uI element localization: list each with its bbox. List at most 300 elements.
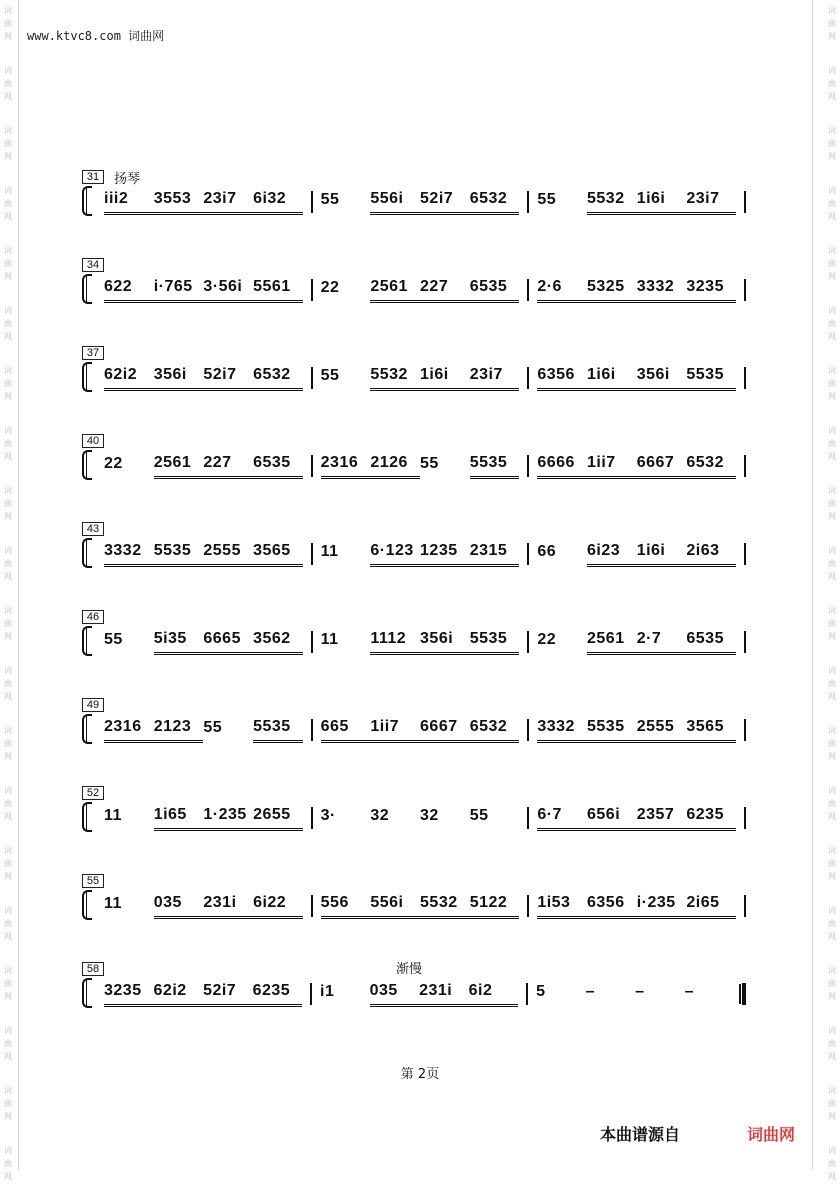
watermark-char: 曲 — [4, 319, 12, 328]
system-bracket — [82, 890, 92, 920]
watermark-char: 曲 — [4, 379, 12, 388]
note-beat: – — [684, 983, 695, 1000]
watermark-char: 网 — [828, 752, 836, 761]
barline — [311, 719, 313, 741]
watermark-unit — [826, 600, 838, 660]
watermark-char: 词 — [828, 306, 836, 315]
note-beat: 2561 — [370, 278, 420, 303]
watermark-unit — [826, 120, 838, 180]
note-beat: 11 — [320, 631, 339, 648]
note-beat: 2316 — [321, 454, 371, 479]
note-beat: 1ii7 — [587, 454, 637, 479]
watermark-char: 曲 — [4, 859, 12, 868]
note-beat: 1i6i — [637, 542, 687, 567]
barline — [526, 983, 528, 1005]
note-beat: 2·7 — [637, 630, 687, 655]
watermark-char: 网 — [828, 152, 836, 161]
note-beat: 3565 — [253, 542, 303, 567]
watermark-char: 曲 — [4, 139, 12, 148]
final-barline — [742, 983, 746, 1005]
watermark-char: 网 — [4, 1112, 12, 1121]
note-beat: 035 — [370, 982, 420, 1007]
note-beat: 6666 — [537, 454, 587, 479]
watermark-unit — [2, 1140, 14, 1200]
watermark-char: 曲 — [828, 19, 836, 28]
note-beat: 1ii7 — [370, 718, 420, 743]
watermark-char: 网 — [4, 272, 12, 281]
note-beat: 2561 — [154, 454, 204, 479]
watermark-char: 网 — [4, 32, 12, 41]
watermark-unit — [2, 240, 14, 300]
watermark-char: 曲 — [828, 559, 836, 568]
watermark-char: 网 — [828, 572, 836, 581]
watermark-char: 曲 — [828, 259, 836, 268]
barline — [744, 455, 746, 477]
watermark-char: 词 — [4, 6, 12, 15]
watermark-char: 词 — [828, 666, 836, 675]
barline — [311, 279, 313, 301]
watermark-char: 词 — [4, 1086, 12, 1095]
watermark-char: 曲 — [828, 1039, 836, 1048]
notes-row — [104, 716, 754, 744]
note-beat: 231i — [419, 982, 469, 1007]
watermark-char: 曲 — [4, 1159, 12, 1168]
watermark-char: 曲 — [4, 739, 12, 748]
watermark-char: 网 — [4, 872, 12, 881]
note-beat: 23i7 — [686, 190, 736, 215]
watermark-char: 词 — [828, 366, 836, 375]
barline — [527, 455, 529, 477]
watermark-char: 曲 — [4, 559, 12, 568]
watermark-char: 词 — [828, 126, 836, 135]
watermark-char: 词 — [4, 306, 12, 315]
watermark-unit — [826, 240, 838, 300]
watermark-char: 网 — [828, 872, 836, 881]
watermark-char: 词 — [828, 546, 836, 555]
watermark-char: 曲 — [828, 619, 836, 628]
watermark-char: 网 — [4, 332, 12, 341]
instrument-label: 扬琴 — [114, 172, 141, 187]
note-beat: i1 — [320, 983, 335, 1000]
notes-row — [104, 804, 754, 832]
source-label: 本曲谱源自 — [600, 1125, 681, 1144]
note-beat: 556 — [321, 894, 371, 919]
barline — [527, 279, 529, 301]
watermark-char: 网 — [4, 452, 12, 461]
note-beat: 5535 — [686, 366, 736, 391]
watermark-unit — [826, 300, 838, 360]
watermark-char: 曲 — [4, 439, 12, 448]
barline — [311, 807, 313, 829]
barline — [527, 543, 529, 565]
tempo-mark: 渐慢 — [396, 962, 423, 977]
note-beat: 1112 — [370, 630, 420, 655]
watermark-char: 词 — [4, 1026, 12, 1035]
watermark-char: 词 — [4, 786, 12, 795]
note-beat: 6356 — [587, 894, 637, 919]
watermark-char: 曲 — [828, 799, 836, 808]
watermark-char: 词 — [4, 66, 12, 75]
note-beat: 3332 — [104, 542, 154, 567]
watermark-char: 曲 — [4, 679, 12, 688]
note-beat: 035 — [154, 894, 204, 919]
note-beat: 6i2 — [469, 982, 519, 1007]
watermark-char: 网 — [828, 32, 836, 41]
measure-number: 55 — [82, 874, 104, 888]
note-beat: 55 — [420, 455, 439, 472]
note-beat: 231i — [203, 894, 253, 919]
note-beat: 6532 — [253, 366, 303, 391]
measure-number: 40 — [82, 434, 104, 448]
watermark-char: 网 — [4, 932, 12, 941]
note-beat: 2655 — [253, 806, 303, 831]
watermark-char: 曲 — [828, 859, 836, 868]
note-beat: i·235 — [637, 894, 687, 919]
note-beat: 52i7 — [203, 982, 253, 1007]
watermark-unit — [2, 60, 14, 120]
system-bracket — [82, 802, 92, 832]
watermark-char: 网 — [828, 332, 836, 341]
score-system — [82, 874, 757, 924]
note-beat: 356i — [637, 366, 687, 391]
note-beat: 665 — [321, 718, 371, 743]
measure-number: 34 — [82, 258, 104, 272]
watermark-char: 词 — [828, 66, 836, 75]
notes-row — [104, 452, 754, 480]
note-beat: 622 — [104, 278, 154, 303]
note-beat: 1i6i — [587, 366, 637, 391]
watermark-unit — [2, 360, 14, 420]
watermark-char: 词 — [828, 246, 836, 255]
page-number: 第 2页 — [400, 1067, 440, 1082]
measure-number: 58 — [82, 962, 104, 976]
note-beat: 5535 — [470, 454, 520, 479]
watermark-char: 网 — [4, 812, 12, 821]
watermark-char: 词 — [4, 966, 12, 975]
note-beat: 5532 — [587, 190, 637, 215]
watermark-unit — [826, 660, 838, 720]
score-system — [82, 170, 757, 220]
watermark-char: 词 — [4, 846, 12, 855]
note-beat: 6·7 — [537, 806, 587, 831]
system-bracket — [82, 362, 92, 392]
note-beat: 55 — [469, 807, 489, 824]
barline — [527, 895, 529, 917]
note-beat: 6535 — [253, 454, 303, 479]
note-beat: 22 — [537, 631, 557, 648]
watermark-char: 词 — [828, 1086, 836, 1095]
notes-row — [104, 364, 754, 392]
note-beat: 11 — [104, 807, 122, 824]
watermark-char: 网 — [828, 1052, 836, 1061]
watermark-char: 网 — [828, 812, 836, 821]
watermark-char: 曲 — [4, 799, 12, 808]
score-system — [82, 258, 757, 308]
note-beat: 6532 — [686, 454, 736, 479]
watermark-char: 曲 — [828, 319, 836, 328]
watermark-char: 网 — [828, 692, 836, 701]
note-beat: 356i — [420, 630, 470, 655]
note-beat: 1i6i — [637, 190, 687, 215]
note-beat: 1i6i — [420, 366, 470, 391]
watermark-char: 曲 — [828, 1099, 836, 1108]
watermark-unit — [826, 60, 838, 120]
note-beat: 62i2 — [104, 366, 154, 391]
watermark-unit — [826, 360, 838, 420]
watermark-char: 网 — [4, 632, 12, 641]
note-beat: 1i65 — [154, 806, 204, 831]
watermark-char: 网 — [828, 392, 836, 401]
note-beat: 5535 — [587, 718, 637, 743]
watermark-char: 词 — [828, 846, 836, 855]
note-beat: 66 — [537, 543, 557, 560]
note-beat: 22 — [320, 279, 340, 296]
note-beat: 3565 — [686, 718, 736, 743]
watermark-char: 词 — [4, 546, 12, 555]
measure-number: 52 — [82, 786, 104, 800]
system-bracket — [82, 450, 92, 480]
measure-number: 49 — [82, 698, 104, 712]
watermark-char: 词 — [828, 426, 836, 435]
watermark-char: 曲 — [828, 439, 836, 448]
watermark-char: 网 — [828, 92, 836, 101]
note-beat: 3·56i — [203, 278, 253, 303]
watermark-char: 词 — [4, 246, 12, 255]
note-beat: 5 — [536, 983, 546, 1000]
system-bracket — [82, 626, 92, 656]
watermark-char: 网 — [4, 1052, 12, 1061]
note-beat: 32 — [420, 807, 439, 824]
watermark-unit — [826, 180, 838, 240]
note-beat: 52i7 — [420, 190, 470, 215]
watermark-char: 词 — [828, 606, 836, 615]
note-beat: 3332 — [637, 278, 687, 303]
note-beat: 55 — [537, 191, 557, 208]
watermark-char: 词 — [4, 186, 12, 195]
note-beat: 55 — [203, 719, 223, 736]
note-beat: 5532 — [420, 894, 470, 919]
note-beat: 2i63 — [686, 542, 736, 567]
watermark-char: 网 — [828, 512, 836, 521]
watermark-char: 词 — [4, 426, 12, 435]
measure-number: 31 — [82, 170, 104, 184]
watermark-char: 曲 — [4, 1039, 12, 1048]
watermark-char: 曲 — [828, 379, 836, 388]
watermark-char: 网 — [828, 992, 836, 1001]
watermark-unit — [826, 0, 838, 60]
watermark-char: 网 — [4, 212, 12, 221]
barline — [527, 631, 529, 653]
notes-row — [104, 188, 754, 216]
score-system — [82, 434, 757, 484]
watermark-char: 词 — [4, 606, 12, 615]
note-beat: 6235 — [253, 982, 303, 1007]
score-system — [82, 346, 757, 396]
note-beat: 5535 — [470, 630, 520, 655]
barline — [744, 807, 746, 829]
watermark-char: 词 — [4, 126, 12, 135]
notes-row — [104, 892, 754, 920]
measure-number: 37 — [82, 346, 104, 360]
measure-number: 46 — [82, 610, 104, 624]
watermark-unit — [826, 420, 838, 480]
system-bracket — [82, 186, 92, 216]
note-beat: 32 — [370, 807, 390, 824]
notes-row — [104, 276, 754, 304]
score-system — [82, 522, 757, 572]
barline — [311, 191, 313, 213]
barline — [744, 895, 746, 917]
note-beat: 55 — [104, 631, 123, 648]
note-beat: 227 — [420, 278, 470, 303]
watermark-char: 网 — [828, 272, 836, 281]
right-side-watermark — [826, 0, 838, 1181]
note-beat: 11 — [320, 543, 339, 560]
watermark-unit — [2, 660, 14, 720]
note-beat: 3553 — [154, 190, 204, 215]
note-beat: 3332 — [537, 718, 587, 743]
watermark-char: 词 — [828, 786, 836, 795]
watermark-char: 曲 — [828, 199, 836, 208]
note-beat: 6356 — [537, 366, 587, 391]
note-beat: 3562 — [253, 630, 303, 655]
watermark-char: 网 — [4, 152, 12, 161]
barline — [311, 631, 313, 653]
note-beat: 6532 — [470, 190, 520, 215]
watermark-char: 词 — [828, 6, 836, 15]
watermark-unit — [826, 720, 838, 780]
watermark-char: 网 — [4, 392, 12, 401]
note-beat: 6235 — [686, 806, 736, 831]
watermark-unit — [826, 960, 838, 1020]
note-beat: 1i53 — [537, 894, 587, 919]
note-beat: 3· — [320, 807, 336, 824]
note-beat: 5i35 — [154, 630, 204, 655]
note-beat: 2123 — [154, 718, 204, 743]
note-beat: 6532 — [470, 718, 520, 743]
note-beat: 6535 — [686, 630, 736, 655]
watermark-char: 网 — [828, 1172, 836, 1181]
barline — [527, 719, 529, 741]
watermark-char: 曲 — [828, 739, 836, 748]
watermark-char: 曲 — [4, 19, 12, 28]
watermark-char: 曲 — [4, 259, 12, 268]
measure-number: 43 — [82, 522, 104, 536]
note-beat: 5122 — [470, 894, 520, 919]
note-beat: 227 — [203, 454, 253, 479]
source-brand-link[interactable]: 词曲网 — [747, 1125, 796, 1144]
watermark-char: 曲 — [828, 979, 836, 988]
note-beat: 1·235 — [203, 806, 253, 831]
note-beat: 3235 — [686, 278, 736, 303]
watermark-char: 网 — [4, 692, 12, 701]
note-beat: 23i7 — [470, 366, 520, 391]
note-beat: 2·6 — [537, 278, 587, 303]
watermark-char: 网 — [4, 92, 12, 101]
system-bracket — [82, 714, 92, 744]
watermark-char: 网 — [4, 752, 12, 761]
watermark-unit — [2, 780, 14, 840]
barline — [310, 983, 312, 1005]
watermark-char: 曲 — [828, 79, 836, 88]
left-frame-line — [18, 0, 19, 1169]
watermark-char: 词 — [828, 906, 836, 915]
note-beat: 23i7 — [203, 190, 253, 215]
watermark-unit — [2, 720, 14, 780]
note-beat: 556i — [370, 190, 420, 215]
barline — [527, 807, 529, 829]
watermark-char: 词 — [828, 486, 836, 495]
barline — [311, 543, 313, 565]
note-beat: 52i7 — [203, 366, 253, 391]
note-beat: 3235 — [104, 982, 154, 1007]
watermark-char: 词 — [4, 906, 12, 915]
system-bracket — [82, 274, 92, 304]
watermark-char: 词 — [4, 666, 12, 675]
note-beat: 5325 — [587, 278, 637, 303]
note-beat: 6667 — [637, 454, 687, 479]
watermark-char: 网 — [4, 992, 12, 1001]
barline — [527, 367, 529, 389]
watermark-unit — [826, 1140, 838, 1200]
watermark-char: 词 — [828, 1146, 836, 1155]
watermark-unit — [826, 480, 838, 540]
watermark-char: 曲 — [828, 1159, 836, 1168]
watermark-unit — [2, 300, 14, 360]
note-beat: – — [585, 983, 595, 1000]
watermark-char: 曲 — [828, 679, 836, 688]
watermark-unit — [2, 840, 14, 900]
watermark-char: 曲 — [4, 979, 12, 988]
watermark-unit — [2, 480, 14, 540]
note-beat: 2315 — [470, 542, 520, 567]
note-beat: 356i — [154, 366, 204, 391]
barline — [527, 191, 529, 213]
watermark-char: 网 — [4, 512, 12, 521]
site-url[interactable]: www.ktvc8.com 词曲网 — [27, 29, 165, 43]
note-beat: 6·123 — [370, 542, 420, 567]
watermark-unit — [2, 1080, 14, 1140]
note-beat: 2561 — [587, 630, 637, 655]
note-beat: 6i32 — [253, 190, 303, 215]
watermark-char: 词 — [828, 1026, 836, 1035]
note-beat: 556i — [370, 894, 420, 919]
watermark-char: 曲 — [4, 619, 12, 628]
watermark-char: 网 — [828, 452, 836, 461]
barline — [744, 543, 746, 565]
note-beat: 5561 — [253, 278, 303, 303]
note-beat: 11 — [104, 895, 122, 912]
watermark-unit — [2, 960, 14, 1020]
system-bracket — [82, 538, 92, 568]
left-side-watermark — [2, 0, 14, 1181]
watermark-char: 曲 — [828, 919, 836, 928]
watermark-char: 网 — [828, 932, 836, 941]
watermark-unit — [826, 840, 838, 900]
score-system — [82, 610, 757, 660]
watermark-char: 词 — [4, 486, 12, 495]
watermark-char: 网 — [828, 212, 836, 221]
watermark-char: 词 — [4, 1146, 12, 1155]
watermark-char: 词 — [828, 186, 836, 195]
note-beat: 5535 — [253, 718, 303, 743]
watermark-char: 词 — [4, 726, 12, 735]
notes-row — [104, 540, 754, 568]
note-beat: 2126 — [370, 454, 420, 479]
watermark-char: 网 — [828, 1112, 836, 1121]
note-beat: 55 — [320, 191, 340, 208]
note-beat: – — [635, 983, 645, 1000]
